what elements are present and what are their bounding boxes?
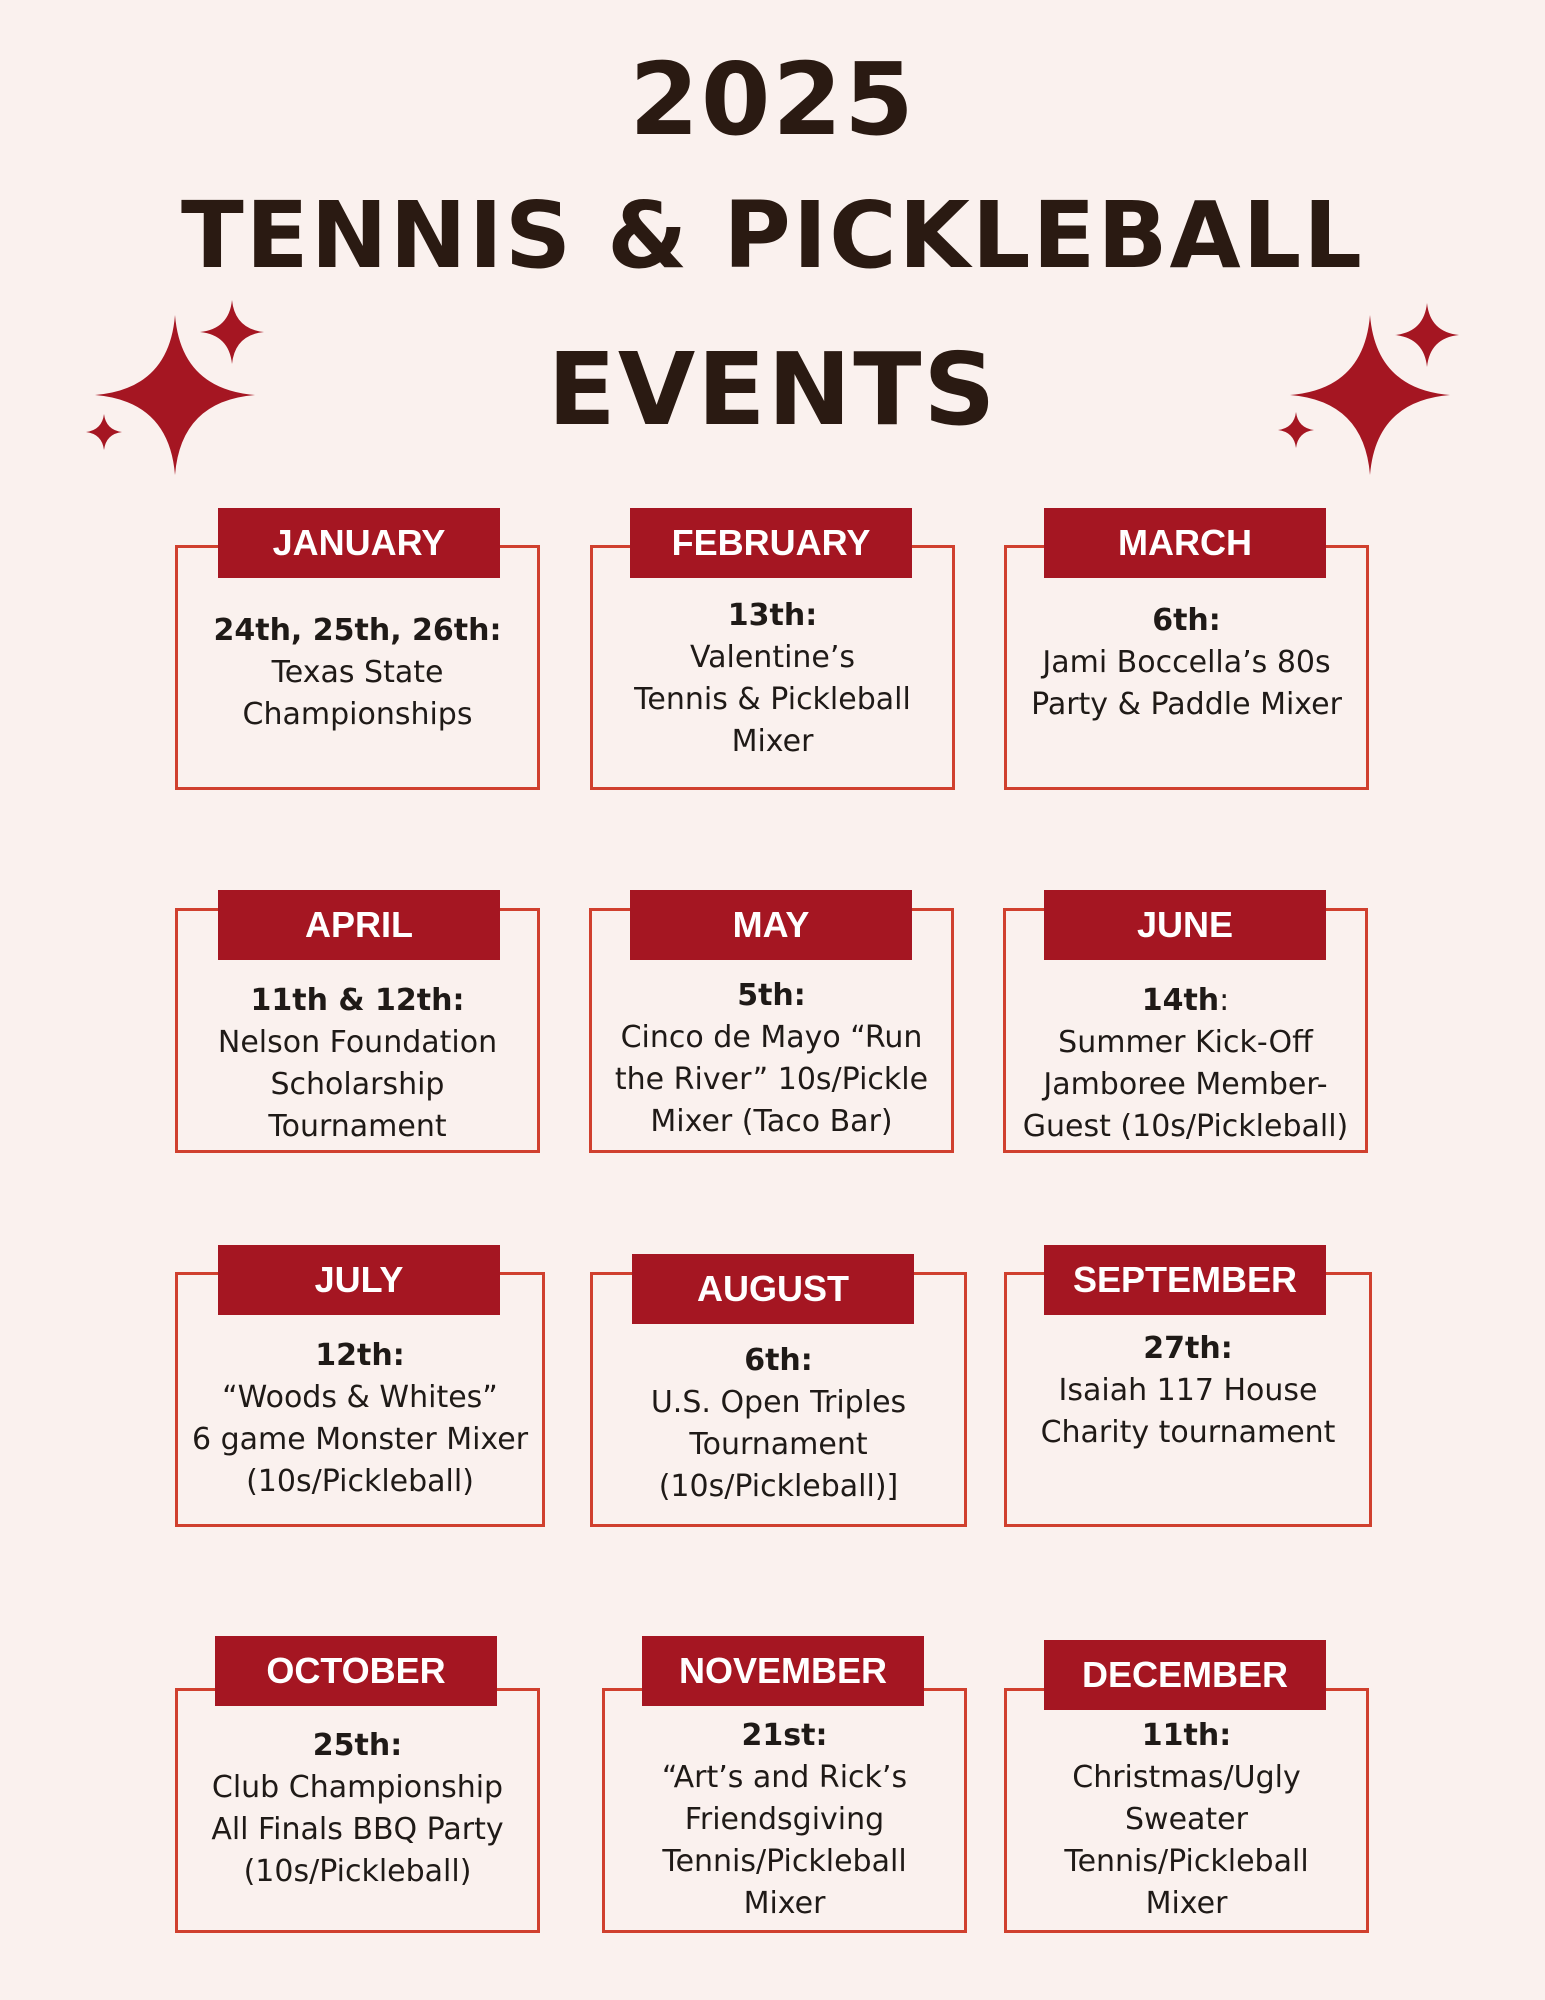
event-description-line: “Art’s and Rick’s: [661, 1760, 908, 1795]
event-description-line: Tennis/Pickleball: [662, 1844, 907, 1879]
event-details-december: [1004, 1715, 1369, 1925]
sparkle-right-small-icon: [1395, 303, 1459, 367]
event-description-line: Jami Boccella’s 80s: [1042, 645, 1331, 680]
event-details-february: [590, 595, 955, 763]
event-description-line: Party & Paddle Mixer: [1031, 687, 1342, 722]
event-date-text: 24th, 25th, 26th:: [213, 613, 502, 648]
event-description-line: All Finals BBQ Party: [211, 1812, 504, 1847]
event-date: [175, 1725, 540, 1767]
event-details-october: [175, 1725, 540, 1893]
month-label-october: OCTOBER: [215, 1636, 497, 1706]
event-description-line: Valentine’s: [689, 640, 856, 675]
event-date: [175, 610, 540, 652]
event-date-text: 13th:: [727, 598, 818, 633]
event-description-line: Texas State: [271, 655, 444, 690]
event-date: [175, 980, 540, 1022]
month-label-august: AUGUST: [632, 1254, 914, 1324]
event-description-line: “Woods & Whites”: [222, 1380, 498, 1415]
event-date-text: 21st:: [741, 1718, 828, 1753]
event-description-line: Tennis & Pickleball: [634, 682, 911, 717]
event-date-text: 6th:: [1152, 603, 1221, 638]
event-description-line: Sweater: [1125, 1802, 1248, 1837]
event-details-september: [1004, 1328, 1372, 1454]
event-description-line: Mixer: [731, 724, 814, 759]
month-label-march: MARCH: [1044, 508, 1326, 578]
event-date: [590, 1340, 967, 1382]
month-label-september: SEPTEMBER: [1044, 1245, 1326, 1315]
title-line-2: EVENTS: [547, 331, 998, 448]
event-description-line: Isaiah 117 House: [1058, 1373, 1318, 1408]
event-date-text: 11th:: [1141, 1718, 1232, 1753]
event-description-line: Nelson Foundation: [217, 1025, 498, 1060]
event-description-line: Club Championship: [211, 1770, 504, 1805]
event-date: [1004, 1715, 1369, 1757]
month-label-april: APRIL: [218, 890, 500, 960]
sparkle-left-small-icon: [200, 300, 264, 364]
event-details-april: [175, 980, 540, 1148]
title-line-1: TENNIS & PICKLEBALL: [181, 182, 1364, 289]
event-description-line: (10s/Pickleball): [246, 1464, 474, 1499]
event-description-line: Cinco de Mayo “Run: [620, 1020, 923, 1055]
event-date-text: 5th:: [737, 978, 806, 1013]
event-date-text: 6th:: [744, 1343, 813, 1378]
event-description-line: Guest (10s/Pickleball): [1022, 1109, 1349, 1144]
event-description-line: U.S. Open Triples: [650, 1385, 907, 1420]
month-label-june: JUNE: [1044, 890, 1326, 960]
month-label-february: FEBRUARY: [630, 508, 912, 578]
event-description-line: Scholarship: [270, 1067, 445, 1102]
event-description-line: 6 game Monster Mixer: [191, 1422, 529, 1457]
event-date-text: 27th:: [1143, 1331, 1233, 1366]
event-details-november: [602, 1715, 967, 1925]
event-date: [1004, 600, 1369, 642]
event-date: [175, 1335, 545, 1377]
event-description-line: Mixer: [1145, 1886, 1228, 1921]
event-date: [602, 1715, 967, 1757]
event-description-line: Summer Kick-Off: [1058, 1025, 1313, 1060]
event-description-line: Christmas/Ugly: [1072, 1760, 1301, 1795]
event-description-line: Mixer (Taco Bar): [650, 1104, 893, 1139]
event-date: [589, 975, 954, 1017]
event-description-line: Friendsgiving: [684, 1802, 885, 1837]
month-label-december: DECEMBER: [1044, 1640, 1326, 1710]
event-details-january: [175, 610, 540, 736]
event-description-line: Tournament: [268, 1109, 447, 1144]
event-description-line: Tennis/Pickleball: [1064, 1844, 1309, 1879]
event-details-august: [590, 1340, 967, 1508]
event-date-text: 11th & 12th:: [250, 983, 465, 1018]
month-label-may: MAY: [630, 890, 912, 960]
event-description-line: the River” 10s/Pickle: [614, 1062, 929, 1097]
event-description-line: Charity tournament: [1040, 1415, 1336, 1450]
event-date-text: 25th:: [312, 1728, 403, 1763]
event-description-line: (10s/Pickleball)]: [658, 1469, 899, 1504]
month-label-november: NOVEMBER: [642, 1636, 924, 1706]
event-date-suffix: :: [1219, 983, 1230, 1018]
sparkle-left-tiny-icon: [86, 414, 122, 450]
event-description-line: Championships: [242, 697, 473, 732]
title-year: 2025: [629, 41, 916, 158]
event-date: [1003, 980, 1368, 1022]
event-date: [1004, 1328, 1372, 1370]
event-description-line: Mixer: [743, 1886, 826, 1921]
event-details-june: [1003, 980, 1368, 1148]
event-description-line: Tournament: [689, 1427, 868, 1462]
event-date-text: 12th:: [315, 1338, 405, 1373]
event-details-may: [589, 975, 954, 1143]
event-description-line: (10s/Pickleball): [243, 1854, 472, 1889]
sparkle-right-tiny-icon: [1278, 412, 1314, 448]
event-date: [590, 595, 955, 637]
month-label-january: JANUARY: [218, 508, 500, 578]
month-label-july: JULY: [218, 1245, 500, 1315]
event-description-line: Jamboree Member-: [1043, 1067, 1328, 1102]
event-details-july: [175, 1335, 545, 1503]
event-date-text: 14th: [1141, 983, 1220, 1018]
event-details-march: [1004, 600, 1369, 726]
